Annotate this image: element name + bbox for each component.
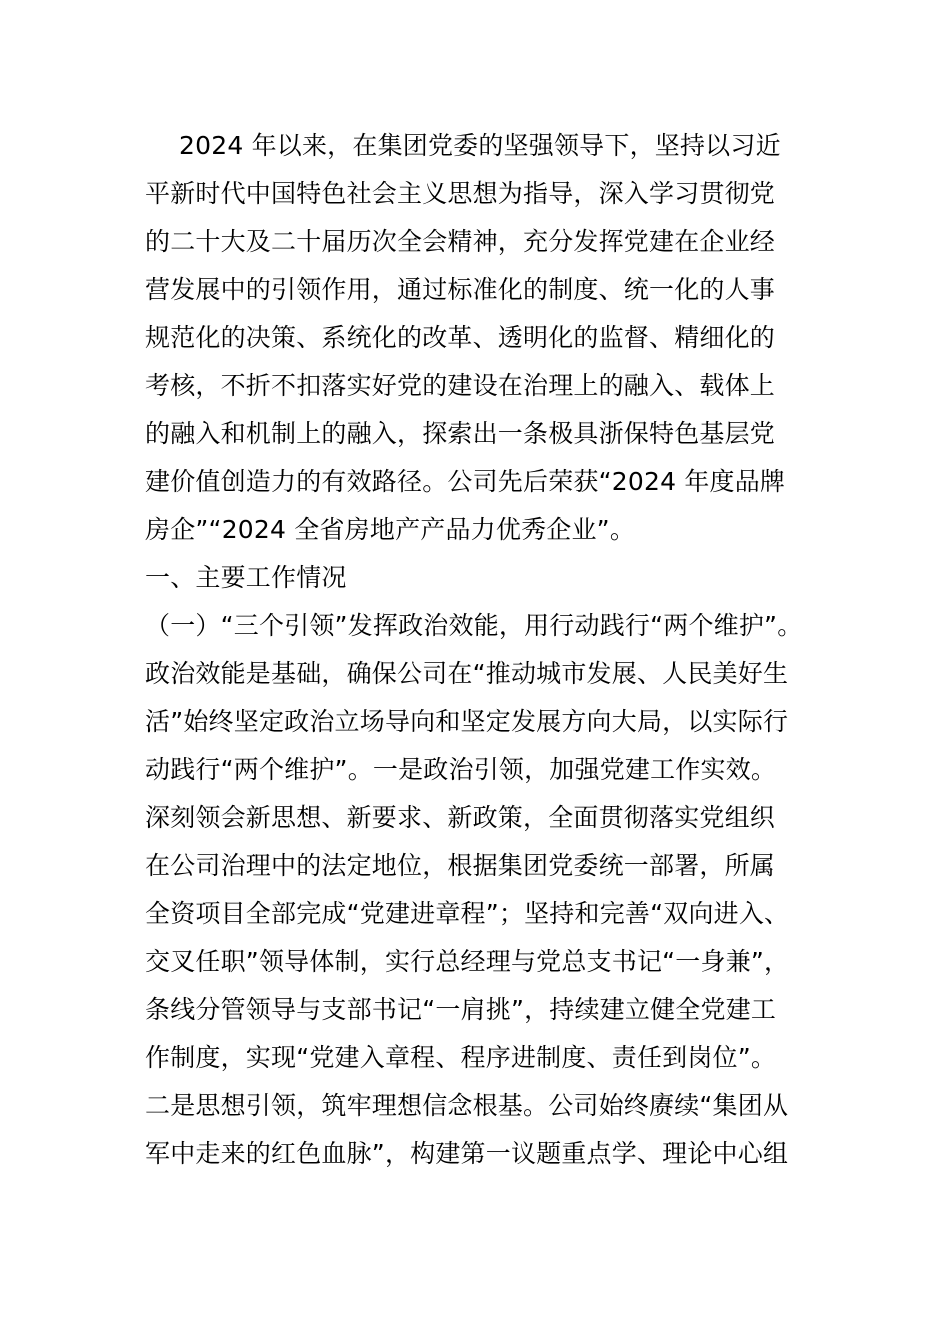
text-line: 平新时代中国特色社会主义思想为指导，深入学习贯彻党 bbox=[145, 179, 776, 208]
document-body bbox=[145, 122, 815, 1178]
text-line: 全资项目全部完成“党建进章程”；坚持和完善“双向进入、 bbox=[145, 899, 790, 928]
subsection-heading: （一）“三个引领”发挥政治效能，用行动践行“两个维护”。 bbox=[145, 611, 803, 640]
text-line: 条线分管领导与支部书记“一肩挑”，持续建立健全党建工 bbox=[145, 995, 777, 1024]
text-line: 活”始终坚定政治立场导向和坚定发展方向大局，以实际行 bbox=[145, 707, 789, 736]
text-line: 房企”“2024 全省房地产产品力优秀企业”。 bbox=[145, 515, 636, 544]
text-line: 军中走来的红色血脉”，构建第一议题重点学、理论中心组 bbox=[145, 1139, 789, 1168]
text-line: 政治效能是基础，确保公司在“推动城市发展、人民美好生 bbox=[145, 659, 789, 688]
text-line: 营发展中的引领作用，通过标准化的制度、统一化的人事 bbox=[145, 275, 776, 304]
text-line: 规范化的决策、系统化的改革、透明化的监督、精细化的 bbox=[145, 323, 776, 352]
text-line: 作制度，实现“党建入章程、程序进制度、责任到岗位”。 bbox=[145, 1043, 777, 1072]
text-line: 在公司治理中的法定地位，根据集团党委统一部署，所属 bbox=[145, 851, 776, 880]
text-line: 动践行“两个维护”。一是政治引领，加强党建工作实效。 bbox=[145, 755, 777, 784]
text-line: 交叉任职”领导体制，实行总经理与党总支书记“一身兼”， bbox=[145, 947, 790, 976]
text-line: 2024 年以来，在集团党委的坚强领导下，坚持以习近 bbox=[179, 131, 781, 160]
text-line: 考核，不折不扣落实好党的建设在治理上的融入、载体上 bbox=[145, 371, 776, 400]
text-line: 的融入和机制上的融入，探索出一条极具浙保特色基层党 bbox=[145, 419, 776, 448]
text-line: 二是思想引领，筑牢理想信念根基。公司始终赓续“集团从 bbox=[145, 1091, 789, 1120]
section-heading: 一、主要工作情况 bbox=[145, 563, 347, 592]
text-line: 的二十大及二十届历次全会精神，充分发挥党建在企业经 bbox=[145, 227, 776, 256]
text-line: 建价值创造力的有效路径。公司先后荣获“2024 年度品牌 bbox=[145, 467, 786, 496]
text-line: 深刻领会新思想、新要求、新政策，全面贯彻落实党组织 bbox=[145, 803, 776, 832]
